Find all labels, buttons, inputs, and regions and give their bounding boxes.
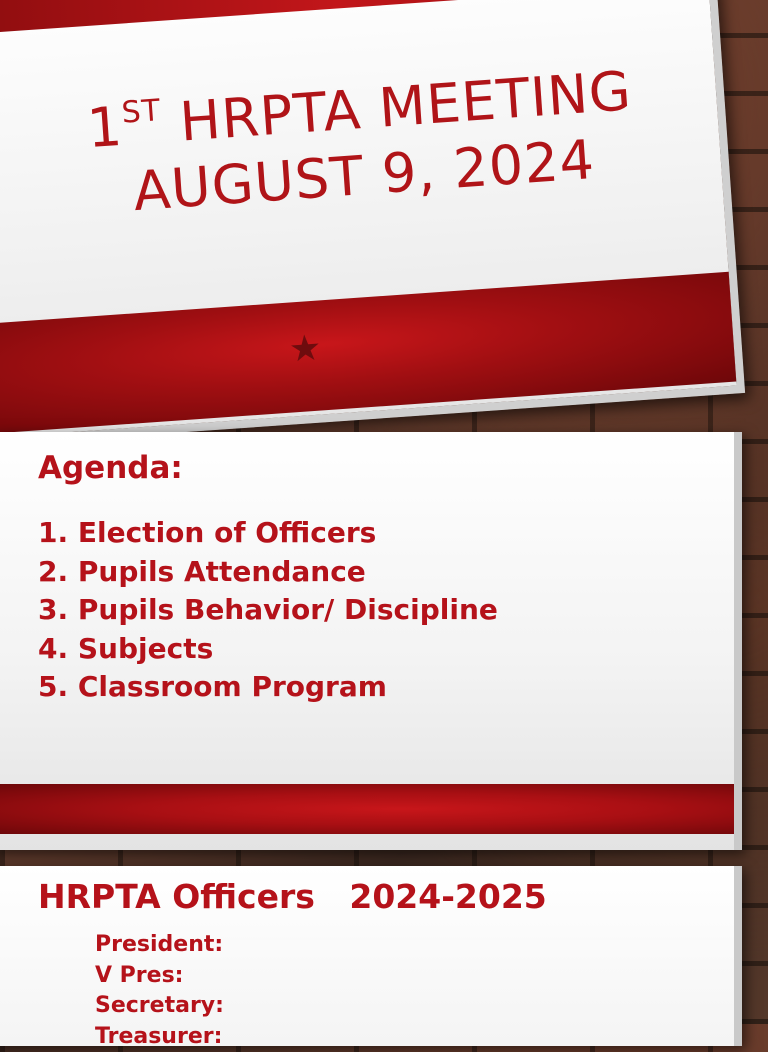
officer-role: Treasurer: — [95, 1022, 224, 1052]
title-slide-panel — [0, 0, 745, 446]
officer-role: President: — [95, 930, 224, 961]
top-red-band — [0, 0, 708, 34]
star-icon: ★ — [288, 330, 323, 368]
title-slide — [0, 0, 745, 446]
officer-role: V Pres: — [95, 961, 224, 992]
bottom-red-band — [0, 272, 736, 434]
title-line-1-text: HRPTA MEETING — [160, 59, 634, 155]
officer-roles-list — [95, 930, 224, 1052]
agenda-slide — [0, 432, 742, 850]
title-superscript: ST — [120, 93, 162, 131]
officers-slide — [0, 866, 742, 1046]
agenda-red-band — [0, 784, 734, 834]
officers-heading: HRPTA Officers 2024-2025 — [38, 876, 547, 918]
agenda-item: 1. Election of Officers — [38, 514, 498, 553]
slide-title — [41, 55, 683, 231]
title-line-2: AUGUST 9, 2024 — [46, 121, 683, 231]
agenda-item: 5. Classroom Program — [38, 668, 498, 707]
agenda-list — [38, 514, 498, 707]
agenda-item: 4. Subjects — [38, 630, 498, 669]
agenda-item: 2. Pupils Attendance — [38, 553, 498, 592]
officer-role: Secretary: — [95, 991, 224, 1022]
title-number: 1 — [85, 95, 125, 160]
agenda-heading: Agenda: — [38, 448, 183, 488]
agenda-item: 3. Pupils Behavior/ Discipline — [38, 591, 498, 630]
